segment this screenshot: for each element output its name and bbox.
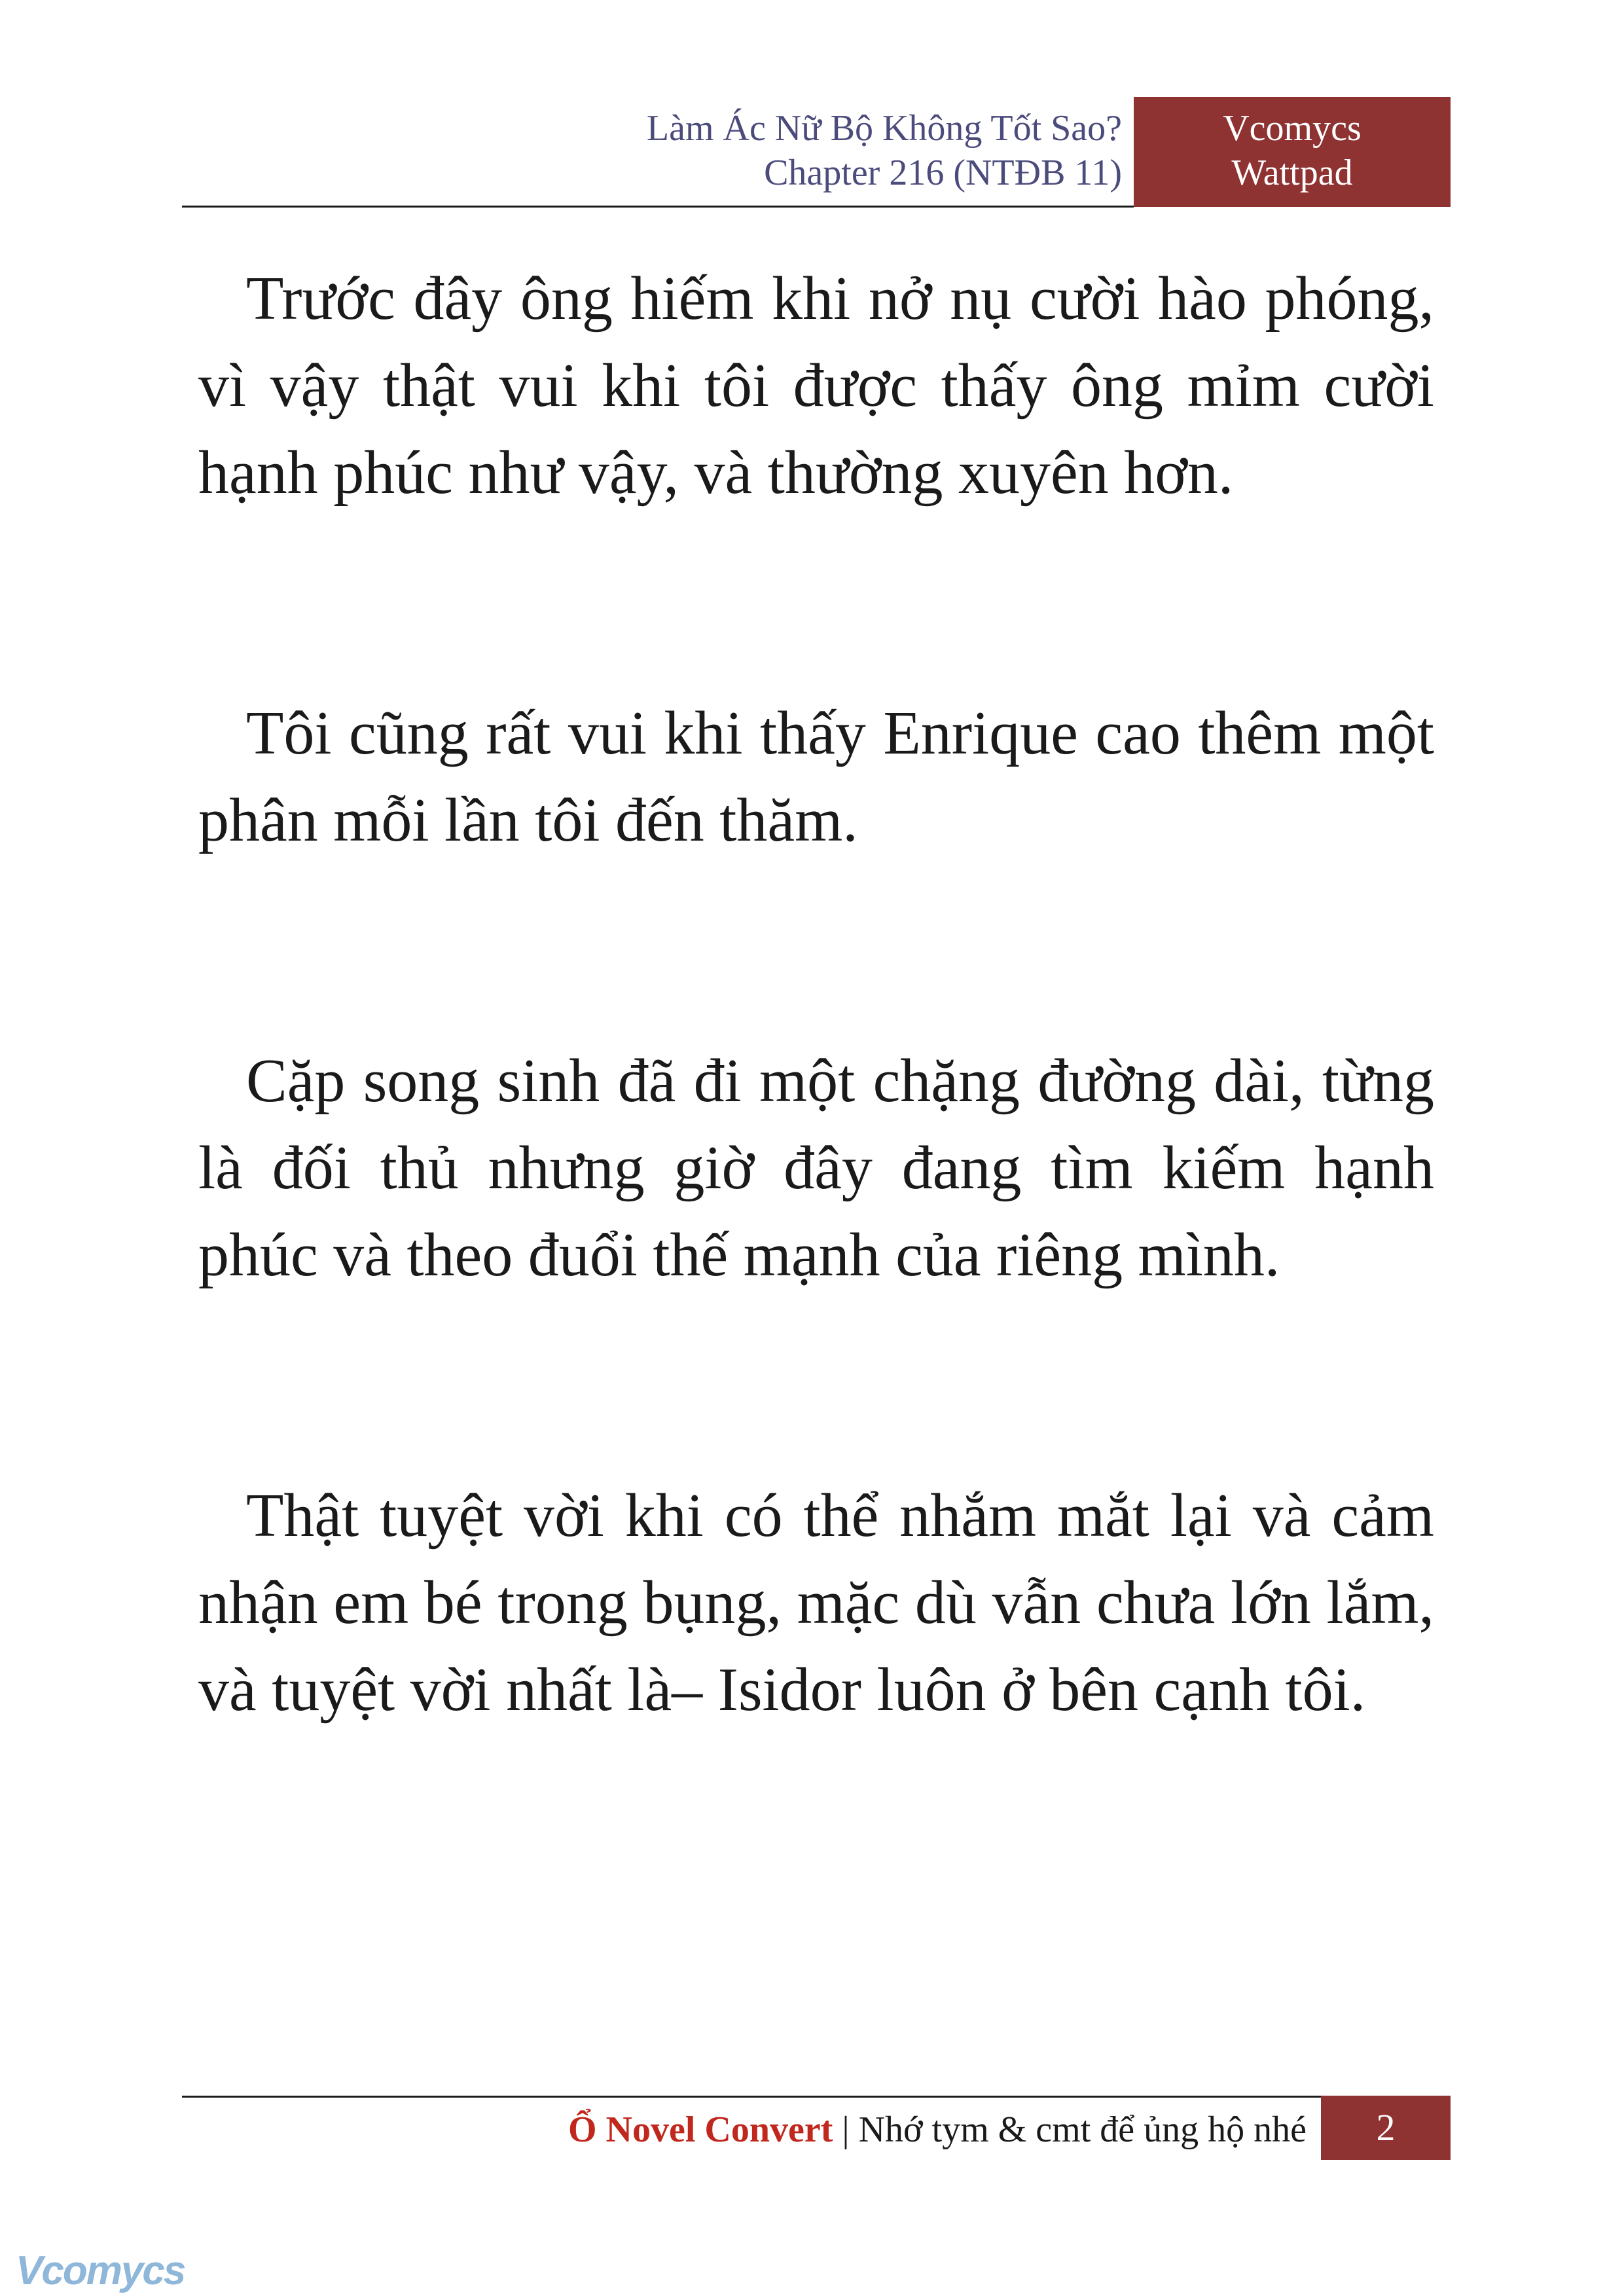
chapter-body bbox=[198, 255, 1434, 1907]
header-divider bbox=[182, 206, 1134, 208]
chapter-label: Chapter 216 (NTĐB 11) bbox=[764, 153, 1122, 193]
page-number: 2 bbox=[1321, 2096, 1451, 2160]
book-title: Làm Ác Nữ Bộ Không Tốt Sao? bbox=[646, 108, 1122, 149]
watermark-logo: Vcomycs bbox=[16, 2248, 185, 2293]
brand-badge bbox=[1134, 97, 1451, 207]
brand-name: Vcomycs bbox=[1223, 108, 1362, 149]
footer-separator: | bbox=[842, 2109, 850, 2150]
paragraph-2: Tôi cũng rất vui khi thấy Enrique cao thêm một phân mỗi lần tôi đến thăm. bbox=[198, 699, 1434, 854]
footer-credits bbox=[568, 2105, 1307, 2154]
footer-divider bbox=[182, 2096, 1321, 2098]
paragraph-4: Thật tuyệt vời khi có thể nhắm mắt lại và cảm nhận em bé trong bụng, mặc dù vẫn chưa lớn lắm, và tuyệt vời nhất là– Isidor luôn ở bên cạnh tôi. bbox=[198, 1482, 1434, 1724]
footer-tagline: Nhớ tym & cmt để ủng hộ nhé bbox=[858, 2109, 1307, 2150]
chapter-header bbox=[647, 106, 1122, 195]
paragraph-1: Trước đây ông hiếm khi nở nụ cười hào phóng, vì vậy thật vui khi tôi được thấy ông mỉm cười hạnh phúc như vậy, và thường xuyên hơn. bbox=[198, 264, 1434, 507]
paragraph-3: Cặp song sinh đã đi một chặng đường dài, từng là đối thủ nhưng giờ đây đang tìm kiếm hạnh phúc và theo đuổi thế mạnh của riêng mình. bbox=[198, 1047, 1434, 1289]
footer-brand: Ổ Novel Convert bbox=[568, 2109, 833, 2150]
brand-platform: Wattpad bbox=[1231, 153, 1353, 193]
